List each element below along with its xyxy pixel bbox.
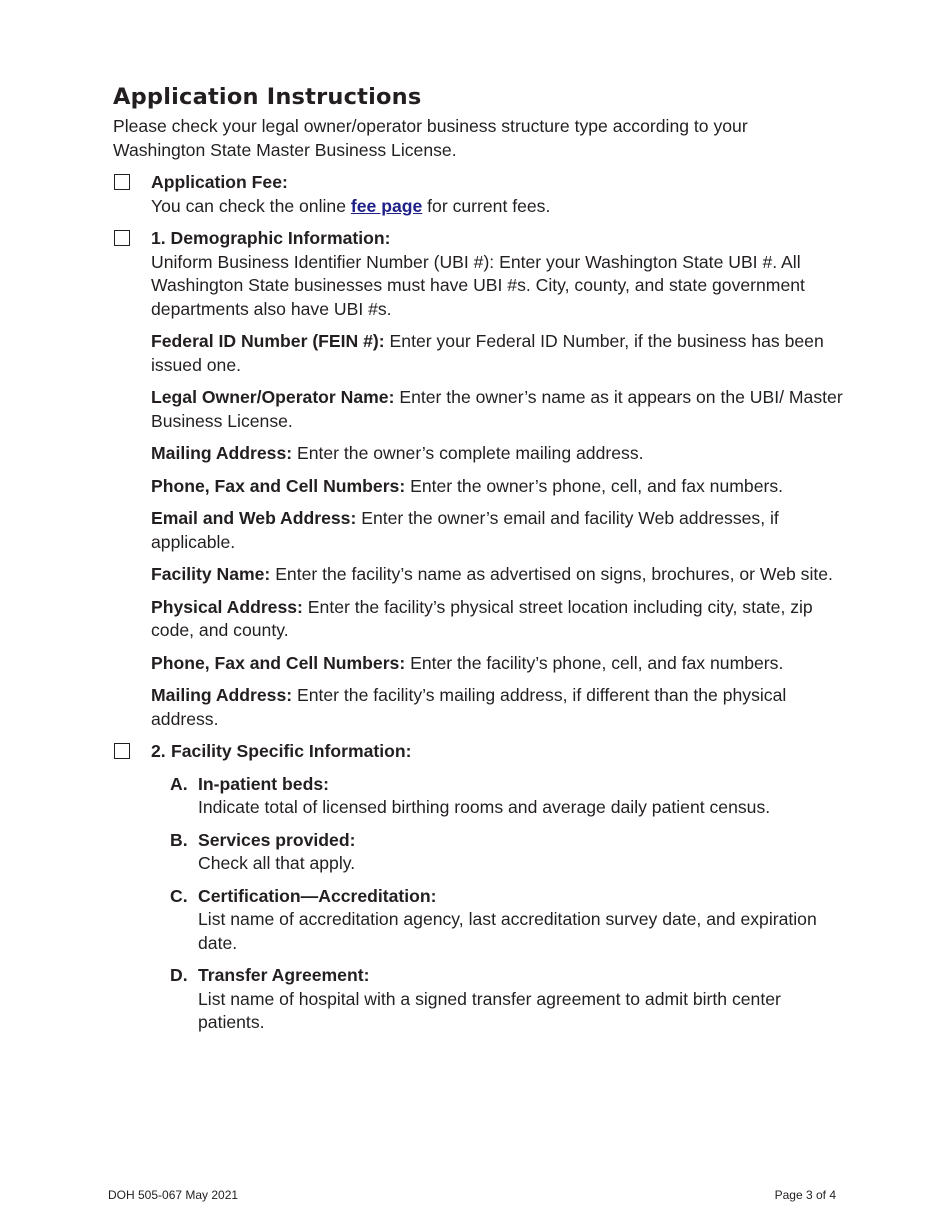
application-fee-title: Application Fee: bbox=[151, 172, 288, 192]
field-label: Mailing Address: bbox=[151, 443, 293, 463]
field-fein bbox=[151, 330, 843, 377]
field-text: Enter the owner’s email and facility Web addresses, if applicable. bbox=[151, 508, 779, 552]
item-text: List name of accreditation agency, last accreditation survey date, and expiration date. bbox=[198, 909, 817, 953]
application-fee-text bbox=[151, 195, 843, 219]
field-physical-address bbox=[151, 596, 843, 643]
item-text: Indicate total of licensed birthing rooms and average daily patient census. bbox=[198, 797, 771, 817]
field-facility-phone bbox=[151, 652, 843, 676]
field-label: Phone, Fax and Cell Numbers: bbox=[151, 652, 406, 673]
application-fee-checkbox[interactable] bbox=[114, 174, 130, 190]
field-label: Phone, Fax and Cell Numbers: bbox=[151, 475, 406, 496]
item-letter: B. bbox=[170, 829, 188, 850]
field-text: Enter the owner’s complete mailing address. bbox=[296, 443, 644, 463]
intro-text: Please check your legal owner/operator business structure type according to your Washington State Master Business License. bbox=[113, 116, 748, 160]
field-facility-mailing bbox=[151, 684, 843, 731]
field-label: Legal Owner/Operator Name: bbox=[151, 387, 395, 407]
demographic-checkbox[interactable] bbox=[114, 230, 130, 246]
section-application-fee bbox=[113, 171, 843, 218]
section-facility-specific bbox=[113, 740, 843, 1035]
list-item bbox=[151, 964, 843, 1035]
field-text: Enter the facility’s mailing address, if different than the physical address. bbox=[151, 685, 787, 729]
fee-page-link[interactable]: fee page bbox=[350, 195, 423, 216]
field-owner-name bbox=[151, 386, 843, 433]
item-text: List name of hospital with a signed transfer agreement to admit birth center patients. bbox=[198, 988, 781, 1032]
page-title: Application Instructions bbox=[113, 84, 422, 110]
item-title: Transfer Agreement: bbox=[198, 965, 370, 985]
field-label: Facility Name: bbox=[151, 564, 271, 584]
item-text: Check all that apply. bbox=[198, 853, 356, 873]
item-letter: D. bbox=[170, 965, 188, 985]
field-facility-name bbox=[151, 563, 843, 587]
field-label: Mailing Address: bbox=[151, 685, 293, 705]
item-letter: A. bbox=[170, 773, 188, 794]
list-item bbox=[151, 885, 843, 956]
field-text: Enter the facility’s name as advertised on signs, brochures, or Web site. bbox=[275, 564, 833, 584]
page-content bbox=[113, 84, 843, 1044]
demographic-text: Uniform Business Identifier Number (UBI #): Enter your Washington State UBI #. All Washington State businesses must have UBI #s. City, county, and state government departments also have UBI #s. bbox=[151, 251, 805, 319]
item-title: Services provided: bbox=[198, 829, 356, 850]
section-demographic bbox=[113, 227, 843, 731]
field-text: Enter the owner’s phone, cell, and fax numbers. bbox=[410, 475, 784, 496]
fee-text-after: for current fees. bbox=[427, 195, 551, 216]
field-email-web bbox=[151, 507, 843, 554]
field-text: Enter the owner’s name as it appears on the UBI/ Master Business License. bbox=[151, 387, 843, 431]
field-text: Enter the facility’s physical street location including city, state, zip code, and county. bbox=[151, 596, 813, 640]
facility-specific-checkbox[interactable] bbox=[114, 743, 130, 759]
field-text: Enter your Federal ID Number, if the business has been issued one. bbox=[151, 331, 824, 375]
item-letter: C. bbox=[170, 885, 188, 906]
field-label: Federal ID Number (FEIN #): bbox=[151, 331, 385, 351]
item-title: In-patient beds: bbox=[198, 773, 329, 794]
section-number: 2. bbox=[151, 741, 166, 761]
facility-specific-title bbox=[151, 740, 843, 764]
field-label: Physical Address: bbox=[151, 596, 303, 617]
section-title-text: Facility Specific Information: bbox=[171, 741, 412, 761]
field-owner-phone bbox=[151, 475, 843, 499]
list-item bbox=[151, 829, 843, 876]
footer-form-id: DOH 505-067 May 2021 bbox=[108, 1188, 239, 1202]
field-label: Email and Web Address: bbox=[151, 508, 357, 528]
footer-page-number: Page 3 of 4 bbox=[774, 1188, 836, 1202]
demographic-title: 1. Demographic Information: bbox=[151, 228, 391, 248]
list-item bbox=[151, 773, 843, 820]
fee-text-before: You can check the online bbox=[151, 195, 346, 216]
item-title: Certification—Accreditation: bbox=[198, 885, 437, 906]
field-text: Enter the facility’s phone, cell, and fax numbers. bbox=[410, 652, 784, 673]
field-owner-mailing bbox=[151, 442, 843, 466]
